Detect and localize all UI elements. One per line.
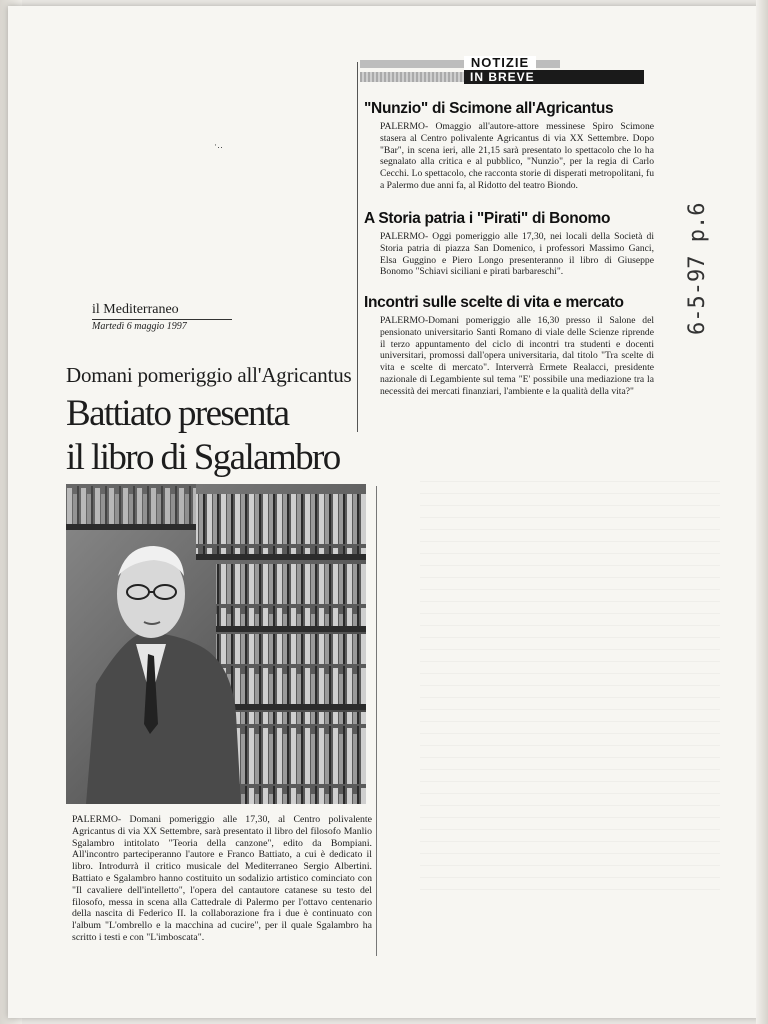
article-headline bbox=[66, 392, 376, 480]
article-kicker: Domani pomeriggio all'Agricantus bbox=[66, 363, 352, 387]
article-photo bbox=[66, 484, 366, 804]
news-title: Incontri sulle scelte di vita e mercato bbox=[364, 294, 624, 311]
article-body: PALERMO- Domani pomeriggio alle 17,30, al Centro polivalente Agricantus di via XX Settembre, sarà presentato il libro del filosofo Manlio Sgalambro intitolato "Teoria della canzone", edito da Bompiani. All'incontro parteciperanno l'autore e Franco Battiato, a cui è dedicato il libro. Introdurrà il critico musicale del Mediterraneo Sergio Albertini. Battiato e Sgalambro hanno costituito un sodalizio artistico cominciato con "Il cavaliere dell'intelletto", l'opera del cantautore catanese su testo del filosofo, messa in scena alla Cattedrale di Palermo per l'ottavo centenario della nascita di Federico II. la collaborazione fra i due è continuato con l'album "L'ombrello e la macchina ad cucire", per il quale Sgalambro ha scritto i testi e con "L'imboscata". bbox=[72, 814, 372, 943]
news-item-pirati bbox=[364, 210, 654, 278]
in-breve-label: IN BREVE bbox=[464, 70, 644, 84]
scan-mark: ·‥ bbox=[214, 140, 224, 150]
newspaper-masthead bbox=[92, 302, 232, 333]
headline-line-1: Battiato presenta bbox=[66, 393, 289, 434]
news-item-nunzio bbox=[364, 100, 654, 192]
publication-date: Martedì 6 maggio 1997 bbox=[92, 319, 232, 333]
page-edge-right bbox=[756, 0, 768, 1024]
news-body: PALERMO- Oggi pomeriggio alle 17,30, nei locali della Società di Storia patria di piazza San Domenico, i professori Massimo Ganci, Elsa Guggino e Piero Longo presenteranno il libro di Giuseppe Bonomo "Schiavi siciliani e pirati barbareschi". bbox=[380, 231, 654, 278]
article-column-rule bbox=[376, 486, 377, 956]
paper-texture bbox=[420, 470, 720, 890]
handwritten-text: 6-5-97 p.6 bbox=[685, 202, 710, 335]
headline-line-2: il libro di Sgalambro bbox=[66, 437, 340, 478]
notizie-label: NOTIZIE bbox=[464, 56, 536, 70]
news-body: PALERMO- Omaggio all'autore-attore messinese Spiro Scimone stasera al Centro polivalente Agricantus di via XX Settembre. Dopo "Bar", in scena ieri, alle 21,15 sarà presentato lo spettacolo che lo ha segnalato alla critica e al pubblico, "Nunzio", per la regia di Carlo Cecchi. Lo spettacolo, che racconta storie di disperati metropolitani, fu a Palermo due anni fa, al Ridotto del teatro Biondo. bbox=[380, 121, 654, 191]
newspaper-name: il Mediterraneo bbox=[92, 302, 179, 317]
handwritten-date-note bbox=[623, 202, 768, 335]
notizie-header bbox=[360, 56, 650, 86]
news-item-incontri bbox=[364, 294, 654, 398]
portrait-photo bbox=[66, 484, 366, 804]
news-body: PALERMO-Domani pomeriggio alle 16,30 presso il Salone del pensionato universitario Santi Romano di viale delle Scienze riprende il terzo appuntamento del ciclo di incontri tra studenti e docenti universitari, promossi dall'opera universitaria, dal titolo "Tra scelte di vita e scelte di mercato". Interverrà Ermete Realacci, presidente nazionale di Legambiente sul tema "E' possibile una mediazione tra la necessità dei mercati finanziari, l'ambiente e la qualità della vita?" bbox=[380, 315, 654, 397]
news-title: A Storia patria i "Pirati" di Bonomo bbox=[364, 210, 611, 227]
news-title: "Nunzio" di Scimone all'Agricantus bbox=[364, 100, 614, 117]
